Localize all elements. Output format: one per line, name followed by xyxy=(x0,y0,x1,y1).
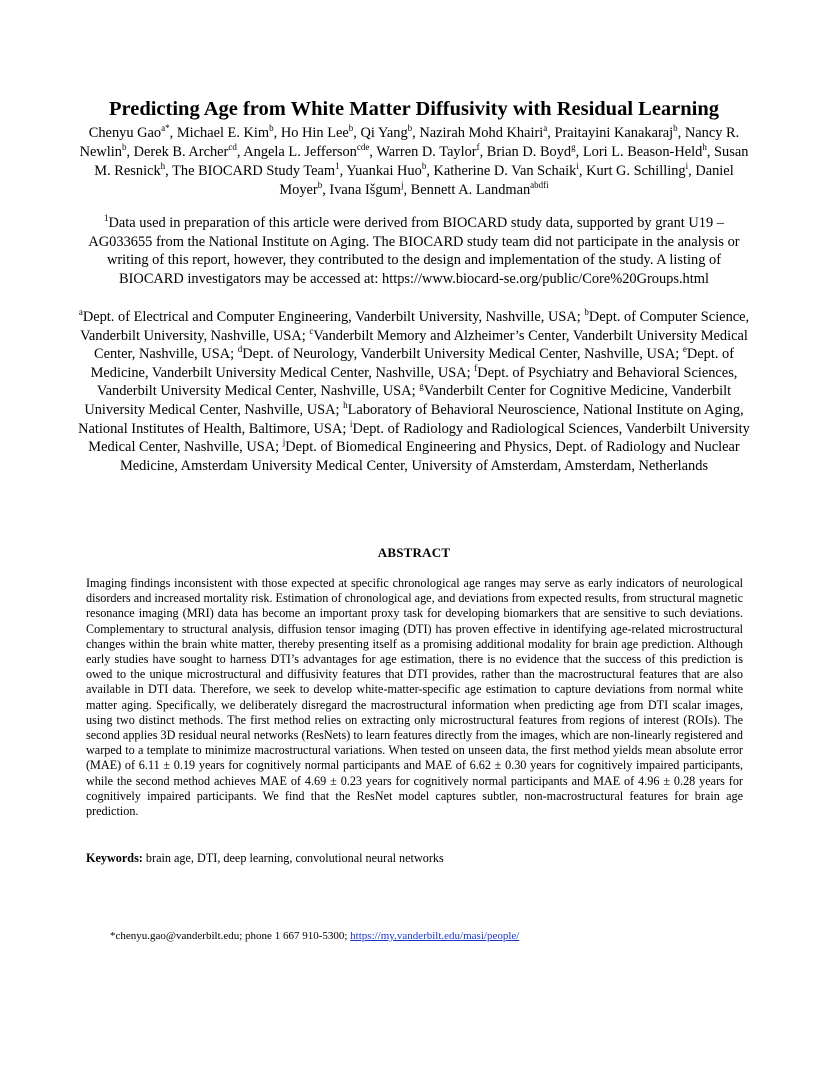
author-separator: , xyxy=(169,125,177,141)
author-affiliation-sup: b xyxy=(317,180,323,191)
author-affiliation-sup: cd xyxy=(228,142,237,153)
affiliation-text: Laboratory of Behavioral Neuroscience, National Institute on Aging, National Institutes of Health, Baltimore, USA; xyxy=(78,401,744,437)
author-affiliation-sup: a* xyxy=(161,123,170,134)
author-affiliation-sup: b xyxy=(121,142,127,153)
author-separator: , xyxy=(369,144,377,160)
author-name: Chenyu Gao xyxy=(88,125,162,141)
author-name: Katherine D. Van Schaik xyxy=(433,163,577,179)
author-separator: , xyxy=(677,125,685,141)
footnote-contact: *chenyu.gao@vanderbilt.edu; phone 1 667 910-5300; xyxy=(110,930,351,942)
author-name: Derek B. Archer xyxy=(133,144,229,160)
affiliation-marker: d xyxy=(237,344,243,355)
author-separator: , xyxy=(403,182,411,198)
author-name: Yuankai Huo xyxy=(346,163,422,179)
affiliation-text: Dept. of Neurology, Vanderbilt University Medical Center, Nashville, USA; xyxy=(242,346,683,363)
author-name: Daniel Moyer xyxy=(279,163,734,198)
keywords xyxy=(86,851,743,866)
author-affiliation-sup: a xyxy=(543,123,548,134)
author-name: The BIOCARD Study Team xyxy=(172,163,336,179)
author-name: Susan M. Resnick xyxy=(94,144,749,179)
affiliation-text: Dept. of Biomedical Engineering and Physics, Dept. of Radiology and Nuclear Medicine, Amsterdam University Medical Center, University of Amsterdam, Amsterdam, Netherlands xyxy=(119,439,740,474)
biocard-note-marker: 1 xyxy=(104,213,109,224)
affiliation-marker: g xyxy=(419,381,424,392)
affiliation-marker: a xyxy=(78,307,83,318)
author-affiliation-sup: g xyxy=(571,142,576,153)
biocard-note xyxy=(78,214,750,288)
abstract-heading: ABSTRACT xyxy=(377,545,451,560)
affiliation-text: Dept. of Medicine, Vanderbilt University Medical Center, Nashville, USA; xyxy=(90,346,735,381)
author-separator: , xyxy=(273,125,281,141)
author-separator: , xyxy=(236,144,244,160)
author-separator: , xyxy=(578,163,587,179)
affiliation-text: Dept. of Psychiatry and Behavioral Sciences, Vanderbilt University Medical Center, Nashville, USA; xyxy=(96,364,738,400)
author-separator: , xyxy=(412,125,420,141)
author-affiliation-sup: b xyxy=(407,123,413,134)
author-name: Brian D. Boyd xyxy=(486,144,572,160)
author-affiliation-sup: abdfi xyxy=(530,180,549,191)
affiliation-text: Dept. of Computer Science, Vanderbilt University, Nashville, USA; xyxy=(80,309,750,344)
author-separator: , xyxy=(353,125,361,141)
author-name: Michael E. Kim xyxy=(176,125,270,141)
affiliation-marker: i xyxy=(349,418,353,429)
affiliation-text: Vanderbilt Memory and Alzheimer’s Center, Vanderbilt University Medical Center, Nashville, USA; xyxy=(93,327,748,363)
footnote-link[interactable]: https://my.vanderbilt.edu/masi/people/ xyxy=(350,930,520,942)
author-name: Ivana Išgum xyxy=(329,182,401,198)
abstract-text: Imaging findings inconsistent with those expected at specific chronological age ranges may serve as early indicators of neurological disorders and increased mortality risk. Estimation of chronological age, and deviations from expected results, from structural magnetic resonance imaging (MRI) data has become an important proxy task for developing biomarkers that are sensitive to such deviations. Complementary to structural analysis, diffusion tensor imaging (DTI) has proven effective in identifying age-related microstructural changes within the brain white matter, thereby presenting itself as a promising additional modality for brain age prediction. Although early studies have sought to harness DTI’s advantages for age estimation, there is no evidence that the success of this prediction is owed to the unique microstructural and diffusivity features that DTI provides, rather than the macrostructural features that are also available in DTI data. Therefore, we seek to develop white-matter-specific age estimation to capture deviations from normal white matter aging. Specifically, we deliberately disregard the macrostructural information when predicting age from DTI scalar images, using two distinct methods. The first method relies on extracting only microstructural features from regions of interest (ROIs). The second applies 3D residual neural networks (ResNets) to learn features directly from the images, which are non-linearly registered and warped to a template to minimize macrostructural variations. When tested on unseen data, the first method yields mean absolute error (MAE) of 6.11 ± 0.19 years for cognitively normal participants and MAE of 6.62 ± 0.30 years for cognitively impaired participants, while the second method achieves MAE of 4.69 ± 0.23 years for cognitively normal participants and MAE of 4.96 ± 0.28 years for cognitively impaired participants. We find that the ResNet model captures subtler, non-macrostructural features for brain age prediction. xyxy=(86,576,743,819)
author-affiliation-sup: h xyxy=(160,161,166,172)
author-affiliation-sup: f xyxy=(476,142,480,153)
author-affiliation-sup: h xyxy=(702,142,707,153)
affiliation-list xyxy=(78,308,750,475)
author-name: Kurt G. Schilling xyxy=(586,163,686,179)
author-separator: , xyxy=(479,144,487,160)
author-name: Angela L. Jefferson xyxy=(243,144,357,160)
affiliation-text: Dept. of Electrical and Computer Engineering, Vanderbilt University, Nashville, USA; xyxy=(82,309,585,325)
author-name: Nazirah Mohd Khairi xyxy=(419,125,544,141)
author-separator: , xyxy=(575,144,583,160)
affiliation-marker: e xyxy=(682,344,687,355)
author-name: Qi Yang xyxy=(360,125,408,141)
author-affiliation-sup: 1 xyxy=(335,161,340,172)
author-affiliation-sup: b xyxy=(673,123,678,134)
author-affiliation-sup: b xyxy=(348,123,354,134)
author-name: Ho Hin Lee xyxy=(280,125,349,141)
author-affiliation-sup: b xyxy=(269,123,274,134)
author-separator: , xyxy=(706,144,715,160)
author-separator: , xyxy=(547,125,555,141)
paper-title: Predicting Age from White Matter Diffusivity with Residual Learning xyxy=(108,98,720,120)
keywords-label: Keywords: xyxy=(86,851,143,865)
affiliation-marker: f xyxy=(474,362,478,373)
author-name: Warren D. Taylor xyxy=(376,144,477,160)
biocard-note-text: Data used in preparation of this article were derived from BIOCARD study data, supported by grant U19 –AG033655 from the National Institute on Aging. The BIOCARD study team did not participate in the analysis or writing of this report, however, they contributed to the design and implementation of the study. A listing of BIOCARD investigators may be accessed at: https://www.biocard-se.org/public/Core%20Groups.html xyxy=(88,215,740,287)
author-affiliation-sup: i xyxy=(576,161,579,172)
author-affiliation-sup: cde xyxy=(356,142,370,153)
author-separator: , xyxy=(339,163,347,179)
author-separator: , xyxy=(688,163,696,179)
author-list xyxy=(78,124,750,200)
affiliation-marker: h xyxy=(343,400,348,411)
author-separator: , xyxy=(126,144,134,160)
author-name: Lori L. Beason-Held xyxy=(582,144,703,160)
author-separator: , xyxy=(426,163,434,179)
author-name: Praitayini Kanakaraj xyxy=(554,125,674,141)
author-affiliation-sup: b xyxy=(421,161,427,172)
affiliation-marker: c xyxy=(309,325,314,336)
author-affiliation-sup: j xyxy=(400,180,404,191)
corresponding-footnote xyxy=(110,929,750,943)
affiliation-text: Vanderbilt Center for Cognitive Medicine, Vanderbilt University Medical Center, Nashville, USA; xyxy=(84,383,732,418)
author-separator: , xyxy=(322,182,330,198)
author-affiliation-sup: i xyxy=(685,161,689,172)
affiliation-text: Dept. of Radiology and Radiological Sciences, Vanderbilt University Medical Center, Nashville, USA; xyxy=(88,420,750,456)
affiliation-marker: j xyxy=(282,437,286,448)
affiliation-marker: b xyxy=(584,307,589,318)
author-name: Nancy R. Newlin xyxy=(79,125,740,160)
author-name: Bennett A. Landman xyxy=(410,182,531,198)
author-separator: , xyxy=(165,163,173,179)
keywords-text: brain age, DTI, deep learning, convolutional neural networks xyxy=(142,851,444,865)
